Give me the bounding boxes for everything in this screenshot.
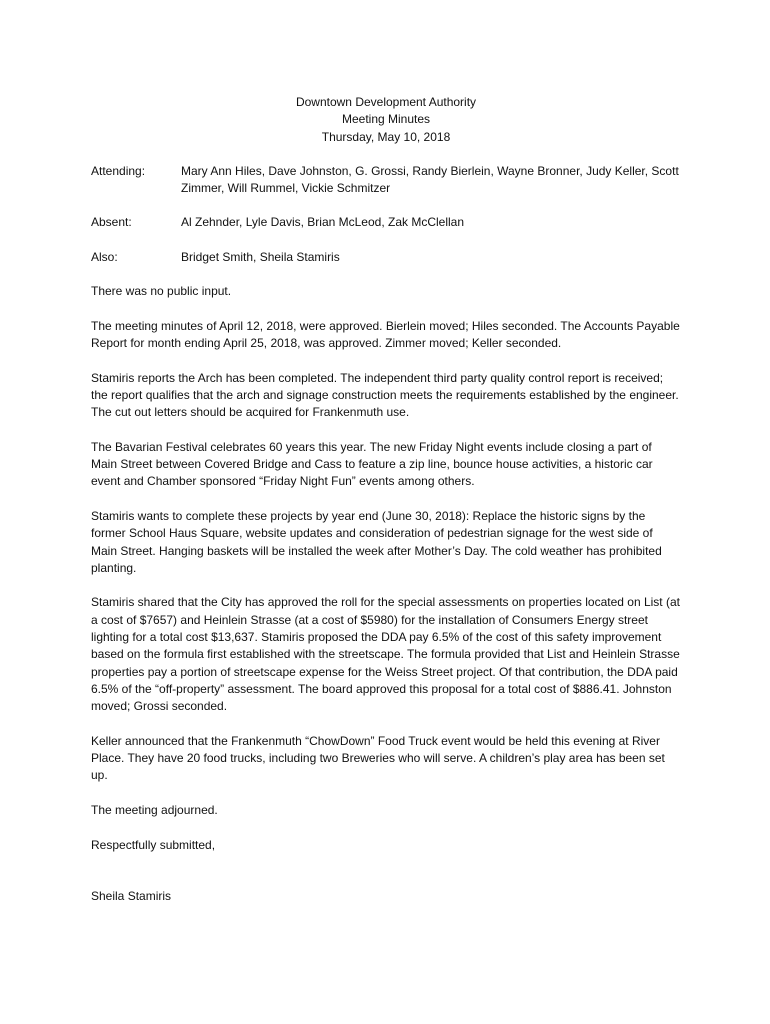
organization-name: Downtown Development Authority bbox=[295, 95, 477, 109]
bavarian-festival-paragraph: The Bavarian Festival celebrates 60 years this year. The new Friday Night events include closing a part of Main Street between Covered Bridge and Cass to feature a zip line, bounce house activities, a historic car event and Chamber sponsored “Friday Night Fun” events among others. bbox=[91, 439, 653, 489]
minutes-content bbox=[91, 94, 681, 905]
projects-paragraph: Stamiris wants to complete these projects by year end (June 30, 2018): Replace the historic signs by the former School Haus Square, website updates and consideration of pedestrian signage for the west side of Main Street. Hanging baskets will be installed the week after Mother’s Day. The cold weather has prohibited planting. bbox=[91, 508, 662, 575]
also-label: Also: bbox=[91, 249, 118, 264]
arch-report-paragraph: Stamiris reports the Arch has been completed. The independent third party quality control report is received; the report qualifies that the arch and signage construction meets the requirements established by the engineer. The cut out letters should be acquired for Frankenmuth use. bbox=[91, 370, 679, 420]
document-header bbox=[91, 94, 681, 146]
signature-name: Sheila Stamiris bbox=[91, 888, 172, 903]
absent-row bbox=[91, 214, 681, 231]
attending-label: Attending: bbox=[91, 163, 146, 178]
also-row bbox=[91, 249, 681, 266]
minutes-approval-paragraph: The meeting minutes of April 12, 2018, were approved. Bierlein moved; Hiles seconded. The Accounts Payable Report for month ending April 25, 2018, was approved. Zimmer moved; Keller seconded. bbox=[91, 318, 680, 350]
special-assessments-paragraph: Stamiris shared that the City has approved the roll for the special assessments on properties located on List (at a cost of $7657) and Heinlein Strasse (at a cost of $5980) for the installation of Consumers Energy street lighting for a total cost $13,637. Stamiris proposed the DDA pay 6.5% of the cost of this safety improvement based on the formula first established with the streetscape. The formula provided that List and Heinlein Strasse properties pay a portion of streetscape expense for the Weiss Street project. Of that contribution, the DDA paid 6.5% of the “off-property” assessment. The board approved this proposal for a total cost of $886.41. Johnston moved; Grossi seconded. bbox=[91, 595, 680, 714]
document-type: Meeting Minutes bbox=[341, 112, 431, 127]
food-truck-paragraph: Keller announced that the Frankenmuth “ChowDown” Food Truck event would be held this evening at River Place. They have 20 food trucks, including two Breweries who will serve. A children’s play area has been set up. bbox=[91, 733, 665, 783]
also-list: Bridget Smith, Sheila Stamiris bbox=[181, 249, 340, 264]
attending-list: Mary Ann Hiles, Dave Johnston, G. Grossi, Randy Bierlein, Wayne Bronner, Judy Keller, Scott Zimmer, Will Rummel, Vickie Schmitzer bbox=[181, 163, 679, 196]
meeting-date: Thursday, May 10, 2018 bbox=[321, 129, 451, 144]
public-input-paragraph: There was no public input. bbox=[91, 284, 232, 299]
attending-row bbox=[91, 163, 681, 198]
absent-label: Absent: bbox=[91, 215, 132, 230]
absent-list: Al Zehnder, Lyle Davis, Brian McLeod, Zak McClellan bbox=[181, 215, 465, 230]
closing-line: Respectfully submitted, bbox=[91, 837, 216, 852]
adjourned-paragraph: The meeting adjourned. bbox=[91, 802, 218, 817]
